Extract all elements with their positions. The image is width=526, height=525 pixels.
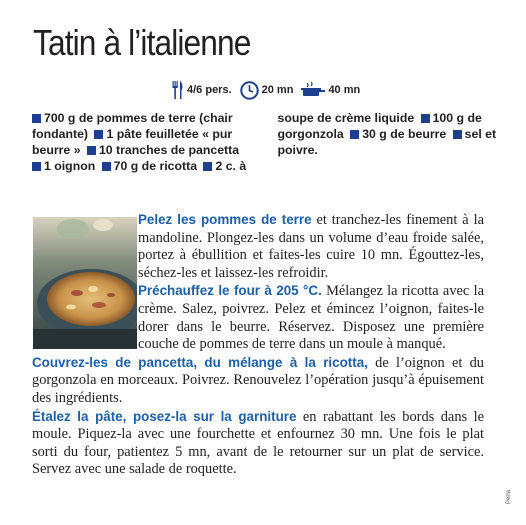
step-paragraph xyxy=(32,354,484,408)
ingredient-item: 10 tranches de pancetta xyxy=(87,143,239,157)
bullet-square-icon xyxy=(94,130,103,139)
bullet-square-icon xyxy=(87,146,96,155)
cutlery-icon xyxy=(172,81,184,99)
ingredient-item: 1 pâte feuilletée « pur beurre » xyxy=(32,127,233,157)
ingredient-item: 100 g de gorgonzola xyxy=(277,111,482,141)
recipe-meta xyxy=(172,80,365,100)
step-text: Mélangez la ricotta avec la crème. Salez, poivrez. Pelez et émincez l’oignon, faites-le dorer dans le beurre. Réservez. Disposez une première couche de pommes de terre dans un moule à manqué. xyxy=(138,283,484,353)
bullet-square-icon xyxy=(32,114,41,123)
step-lead: Couvrez-les de pancetta, du mélange à la ricotta, xyxy=(32,354,368,370)
ingredient-item: 70 g de ricotta xyxy=(102,159,197,173)
step-lead: Préchauffez le four à 205 °C. xyxy=(138,283,322,299)
photo-credit: Perla xyxy=(506,489,512,504)
bullet-square-icon xyxy=(421,114,430,123)
bullet-square-icon xyxy=(350,130,359,139)
step-text: en rabattant les bords dans le moule. Piquez-la avec une fourchette et enfournez 30 mn. Une fois le plat sorti du four, patientez 5 mn, avant de le retourner sur un plat de service. Servez avec une salade de roquette. xyxy=(32,408,484,478)
clock-icon xyxy=(240,81,259,100)
ingredients-list xyxy=(32,110,499,174)
recipe-title: Tatin à l’italienne xyxy=(33,22,251,63)
bullet-square-icon xyxy=(453,130,462,139)
ingredient-item: 2 c. à soupe de crème liquide xyxy=(203,111,414,173)
bullet-square-icon xyxy=(102,162,111,171)
cooking-pot-icon xyxy=(301,81,325,99)
bullet-square-icon xyxy=(32,162,41,171)
servings-text: 4/6 pers. xyxy=(187,84,232,96)
ingredient-item: 700 g de pommes de terre (chair fondante) xyxy=(32,111,233,141)
step-text: de l’oignon et du gorgonzola en morceaux. Poivrez. Renouvelez l’opération jusqu’à épuisement des ingrédients. xyxy=(32,354,484,406)
recipe-steps xyxy=(32,211,484,479)
bullet-square-icon xyxy=(203,162,212,171)
step-lead: Pelez les pommes de terre xyxy=(138,212,312,227)
cook-time-text: 40 mn xyxy=(328,84,361,96)
ingredient-item: 30 g de beurre xyxy=(350,127,446,141)
ingredient-item: 1 oignon xyxy=(32,159,95,173)
step-text: et tranchez-les finement à la mandoline. Plongez-les dans un volume d’eau froide salée, portez à ébullition et faites-les cuire 10 mn. Égouttez-les, séchez-les et laissez-les refroidir. xyxy=(138,212,484,281)
prep-time-text: 20 mn xyxy=(261,84,294,96)
ingredient-item: sel et poivre. xyxy=(277,127,497,157)
step-lead: Étalez la pâte, posez-la sur la garniture xyxy=(32,408,297,424)
step-paragraph xyxy=(32,408,484,479)
